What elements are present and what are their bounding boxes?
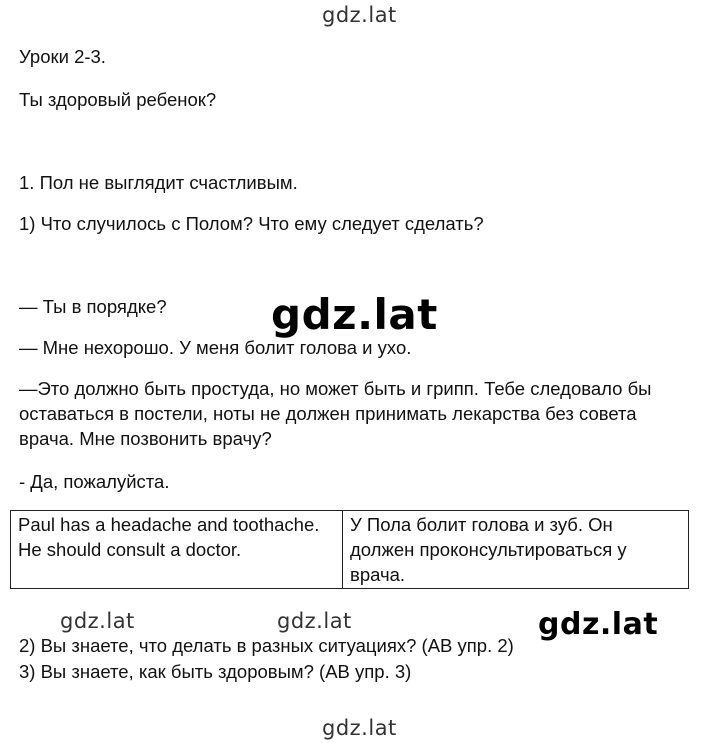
task2-question: 2) Вы знаете, что делать в разных ситуациях? (АВ упр. 2) (19, 635, 514, 656)
watermark-bottom-middle: gdz.lat (277, 609, 352, 633)
task1-question: 1) Что случилось с Полом? Что ему следует сделать? (19, 213, 484, 234)
answer-english-cell: Paul has a headache and toothache. He should consult a doctor. (11, 511, 343, 589)
task3-question: 3) Вы знаете, как быть здоровым? (АВ упр. 3) (19, 661, 412, 682)
dialogue-line-1: — Ты в порядке? (19, 296, 167, 317)
dialogue-line-4: - Да, пожалуйста. (19, 471, 170, 492)
task1-heading: 1. Пол не выглядит счастливым. (19, 172, 298, 193)
answer-table (10, 510, 689, 589)
watermark-bottom-left: gdz.lat (60, 609, 135, 633)
answer-russian-cell: У Пола болит голова и зуб. Он должен проконсультироваться у врача. (343, 511, 689, 589)
watermark-top: gdz.lat (322, 3, 397, 27)
watermark-center: gdz.lat (271, 290, 438, 339)
lesson-title: Уроки 2-3. (19, 46, 106, 67)
table-row (11, 511, 689, 589)
watermark-footer: gdz.lat (322, 716, 397, 740)
dialogue-line-2: — Мне нехорошо. У меня болит голова и ухо. (19, 337, 412, 358)
dialogue-line-3: —Это должно быть простуда, но может быть и грипп. Тебе следовало бы оставаться в постели, ноты не должен принимать лекарства без совета врача. Мне позвонить врачу? (19, 378, 652, 449)
watermark-bottom-right: gdz.lat (538, 607, 659, 642)
lesson-subtitle: Ты здоровый ребенок? (19, 89, 217, 110)
